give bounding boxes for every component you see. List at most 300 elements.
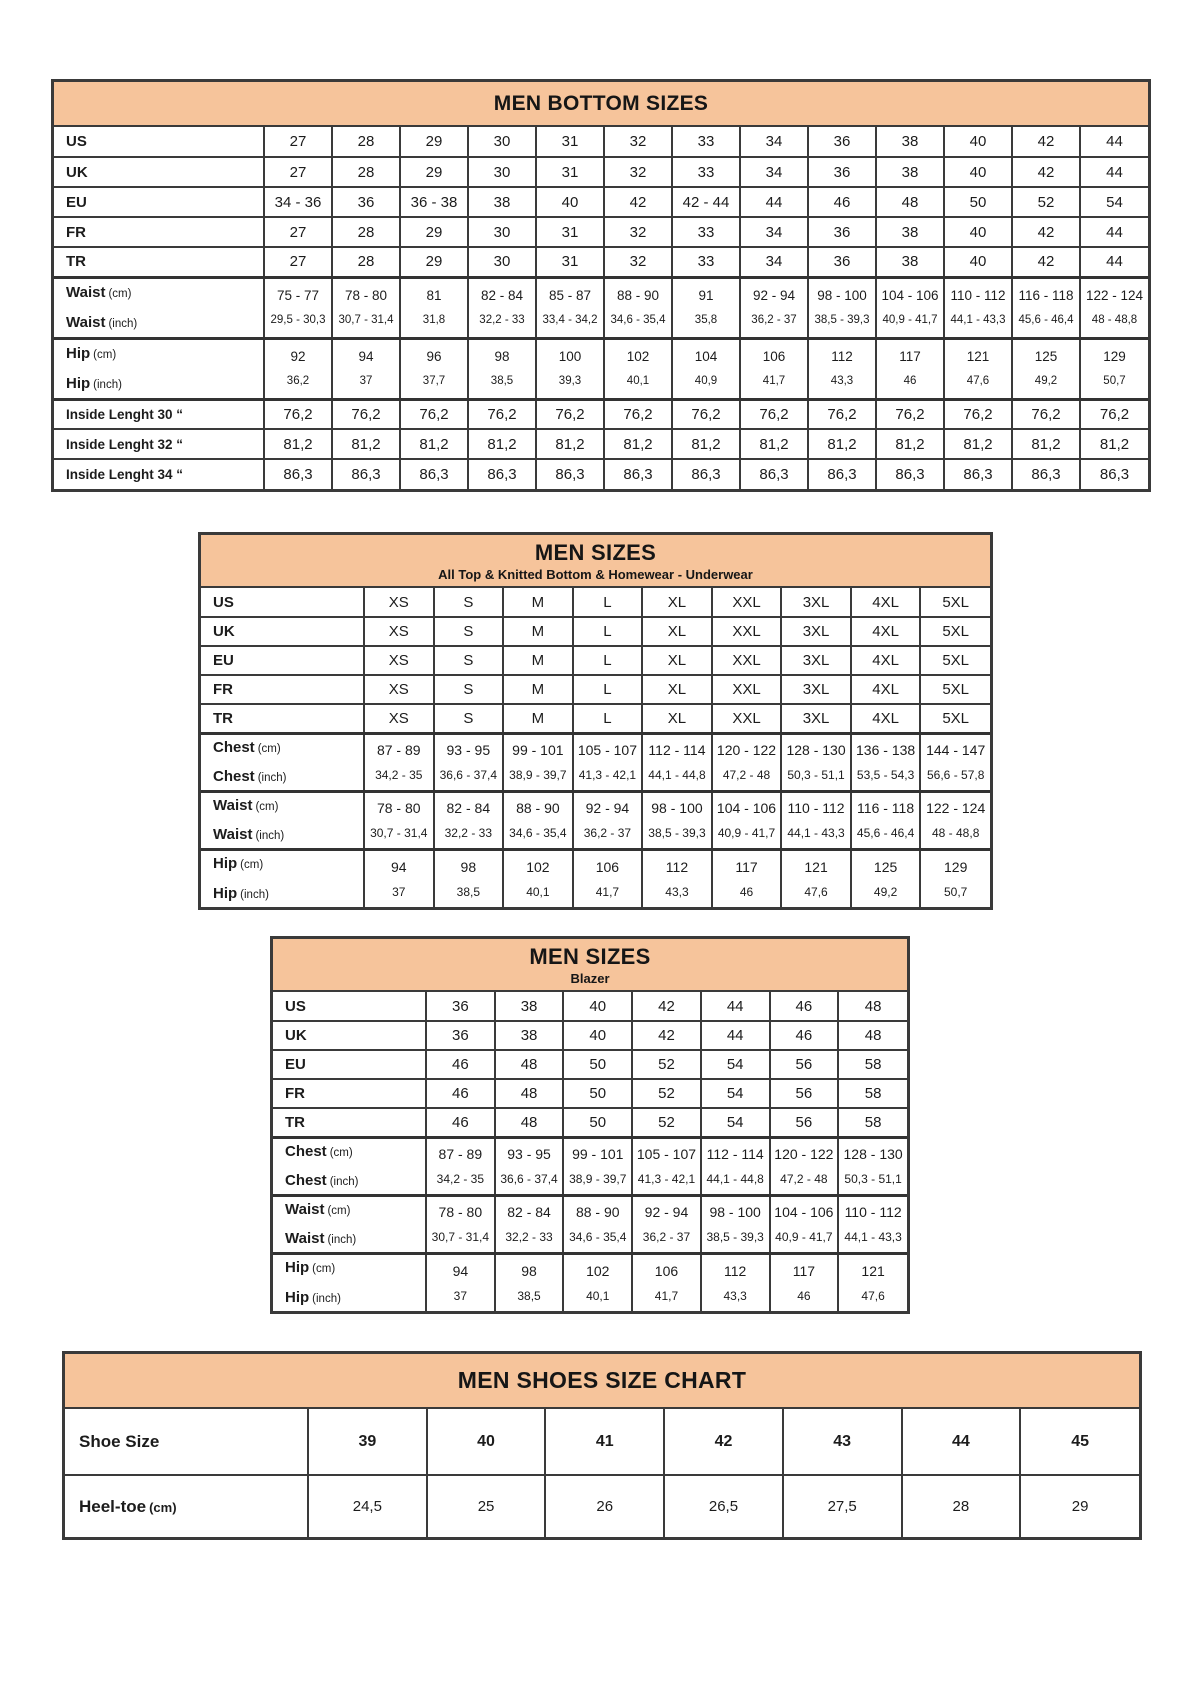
row-label	[273, 1050, 426, 1079]
size-cell: M	[503, 617, 573, 646]
row-label-text: TR	[213, 709, 233, 727]
size-cell	[536, 277, 604, 338]
size-cell	[712, 849, 782, 907]
size-cell: 38	[876, 217, 944, 247]
size-cell: 44	[701, 1021, 770, 1050]
row-label-text: Waist	[66, 284, 106, 301]
size-cell-inch: 34,2 - 35	[375, 768, 423, 782]
row-label-unit: (inch)	[108, 317, 138, 330]
size-cell: 26,5	[664, 1475, 783, 1537]
row-label-unit: (cm)	[257, 742, 281, 755]
size-cell: 40	[944, 127, 1012, 157]
table-row	[65, 1409, 1139, 1475]
size-cell	[604, 277, 672, 338]
size-cell: 27	[264, 247, 332, 277]
size-cell: 5XL	[920, 675, 990, 704]
size-cell-cm: 102	[586, 1262, 610, 1279]
row-label	[273, 1108, 426, 1137]
row-label	[54, 277, 264, 338]
size-cell: 48	[495, 1079, 564, 1108]
row-label-text: Inside Lenght 34 “	[66, 467, 184, 482]
size-cell: 38	[495, 992, 564, 1021]
size-cell-cm: 106	[595, 858, 620, 875]
size-cell: 52	[1012, 187, 1080, 217]
row-label-unit: (inch)	[255, 830, 285, 842]
table-row	[201, 733, 990, 791]
size-cell-cm: 98	[521, 1262, 537, 1279]
size-cell-inch: 36,2 - 37	[583, 826, 632, 840]
size-cell-inch: 40,1	[526, 884, 550, 899]
size-cell-inch: 30,7 - 31,4	[338, 313, 394, 326]
size-cell: 5XL	[920, 704, 990, 733]
size-cell: L	[573, 617, 643, 646]
size-cell	[642, 791, 712, 849]
size-cell	[920, 733, 990, 791]
size-cell: 36	[426, 992, 495, 1021]
size-cell: 86,3	[1012, 459, 1080, 489]
size-cell-cm: 112	[831, 349, 853, 364]
size-cell: 42	[1012, 127, 1080, 157]
row-label-text: Chest	[213, 768, 255, 785]
size-cell	[495, 1137, 564, 1195]
size-cell: 40	[427, 1409, 546, 1475]
size-cell: L	[573, 646, 643, 675]
row-label-text: UK	[285, 1027, 307, 1044]
size-cell-inch: 40,9 - 41,7	[882, 313, 938, 326]
row-label	[273, 992, 426, 1021]
row-label-line	[66, 376, 263, 392]
size-cell	[712, 791, 782, 849]
size-cell: S	[434, 675, 504, 704]
size-cell: XS	[364, 646, 434, 675]
size-cell: 36 - 38	[400, 187, 468, 217]
size-cell-inch: 29,5 - 30,3	[270, 313, 326, 326]
size-cell-cm: 87 - 89	[376, 742, 421, 758]
row-label	[54, 187, 264, 217]
size-cell-cm: 144 - 147	[926, 742, 986, 758]
size-cell-cm: 116 - 118	[857, 800, 915, 816]
size-cell: 44	[902, 1409, 1021, 1475]
row-label	[54, 338, 264, 399]
size-cell: 86,3	[332, 459, 400, 489]
table-row	[201, 646, 990, 675]
size-cell	[573, 733, 643, 791]
size-cell: 31	[536, 217, 604, 247]
row-label	[273, 1137, 426, 1195]
size-cell-inch: 36,6 - 37,4	[439, 768, 497, 782]
size-cell-cm: 106	[762, 349, 786, 364]
size-cell: 86,3	[808, 459, 876, 489]
size-cell: 81,2	[332, 429, 400, 459]
size-cell: XL	[642, 704, 712, 733]
size-cell-inch: 46	[797, 1288, 811, 1303]
size-cell: 27,5	[783, 1475, 902, 1537]
size-cell: 38	[495, 1021, 564, 1050]
size-cell	[400, 277, 468, 338]
row-label-text: Shoe Size	[79, 1431, 160, 1451]
size-cell: 54	[701, 1079, 770, 1108]
size-cell: L	[573, 675, 643, 704]
size-cell: 81,2	[264, 429, 332, 459]
size-cell: 32	[604, 247, 672, 277]
size-cell-inch: 46	[903, 374, 917, 387]
row-label-text: Chest	[285, 1172, 327, 1189]
size-cell-inch: 38,5	[456, 884, 480, 899]
row-label-text: US	[66, 133, 87, 150]
table-row	[54, 399, 1148, 429]
size-cell: 50	[563, 1108, 632, 1137]
size-cell	[808, 277, 876, 338]
row-label-text: Waist	[213, 826, 253, 843]
size-cell-cm: 112 - 114	[648, 742, 706, 758]
size-cell	[1080, 338, 1148, 399]
size-cell	[364, 733, 434, 791]
size-cell-inch: 46	[739, 884, 754, 899]
size-cell: XS	[364, 588, 434, 617]
row-label-text: US	[213, 593, 234, 611]
men-sizes-tops-table-grid	[201, 588, 990, 907]
size-cell	[495, 1253, 564, 1311]
row-label-text: EU	[66, 193, 87, 211]
size-cell	[1080, 277, 1148, 338]
table-row	[65, 1475, 1139, 1537]
row-label	[54, 459, 264, 489]
size-cell: 33	[672, 127, 740, 157]
size-cell: 42	[632, 1021, 701, 1050]
size-cell-inch: 30,7 - 31,4	[370, 826, 428, 840]
size-cell: 76,2	[536, 399, 604, 429]
row-label-text: TR	[66, 253, 86, 271]
size-cell-inch: 50,7	[944, 884, 968, 899]
size-cell: 54	[1080, 187, 1148, 217]
size-cell-inch: 43,3	[723, 1288, 747, 1303]
size-cell-inch: 49,2	[1034, 374, 1058, 387]
size-cell: 4XL	[851, 675, 921, 704]
size-cell: 46	[808, 187, 876, 217]
size-cell: 44	[1080, 127, 1148, 157]
size-cell: 31	[536, 157, 604, 187]
size-cell: 54	[701, 1108, 770, 1137]
size-cell	[364, 791, 434, 849]
size-cell: 48	[495, 1050, 564, 1079]
size-cell-inch: 37,7	[422, 374, 446, 387]
size-cell: 56	[770, 1079, 839, 1108]
size-cell-cm: 105 - 107	[577, 742, 637, 758]
size-cell: 44	[1080, 217, 1148, 247]
size-cell	[632, 1137, 701, 1195]
size-cell: 42	[664, 1409, 783, 1475]
row-label-text: Waist	[285, 1230, 325, 1247]
size-cell-cm: 98 - 100	[817, 288, 867, 303]
size-cell	[781, 791, 851, 849]
size-cell	[573, 791, 643, 849]
men-sizes-tops-table-header	[201, 535, 990, 588]
size-cell: 40	[563, 992, 632, 1021]
size-cell-cm: 117	[735, 858, 758, 875]
size-cell	[264, 277, 332, 338]
size-cell: 33	[672, 247, 740, 277]
row-label-unit: (inch)	[327, 1234, 357, 1246]
row-label-text: Chest	[285, 1142, 327, 1160]
row-label-unit: (cm)	[240, 859, 264, 872]
row-label-text: US	[285, 997, 306, 1015]
size-cell	[701, 1137, 770, 1195]
row-label-line	[66, 346, 263, 362]
size-cell: 28	[332, 217, 400, 247]
size-cell: 5XL	[920, 617, 990, 646]
size-cell: 32	[604, 217, 672, 247]
size-cell	[632, 1195, 701, 1253]
size-cell	[672, 338, 740, 399]
size-cell: 28	[332, 127, 400, 157]
size-cell	[264, 338, 332, 399]
size-cell: 81,2	[876, 429, 944, 459]
row-label-line	[213, 769, 363, 785]
size-cell	[503, 791, 573, 849]
size-cell: 34	[740, 247, 808, 277]
row-label	[273, 1021, 426, 1050]
size-cell	[332, 338, 400, 399]
size-cell-cm: 104	[694, 349, 718, 364]
table-row	[54, 187, 1148, 217]
size-cell	[920, 791, 990, 849]
row-label	[273, 1195, 426, 1253]
size-cell: 38	[876, 247, 944, 277]
size-cell: 76,2	[332, 399, 400, 429]
size-cell: 46	[770, 992, 839, 1021]
size-cell-cm: 96	[426, 349, 442, 364]
row-label-line	[213, 856, 363, 872]
size-cell-cm: 120 - 122	[774, 1146, 834, 1162]
size-cell-cm: 125	[873, 858, 898, 875]
table-row	[54, 217, 1148, 247]
size-cell-inch: 34,6 - 35,4	[569, 1230, 627, 1244]
size-cell: 86,3	[400, 459, 468, 489]
size-cell: XL	[642, 588, 712, 617]
row-label-unit: (cm)	[149, 1499, 177, 1515]
size-cell-cm: 78 - 80	[438, 1204, 483, 1220]
size-cell-inch: 49,2	[873, 884, 898, 899]
row-label-line	[213, 886, 363, 902]
table-title: MEN SIZES	[529, 943, 651, 969]
size-cell: 27	[264, 127, 332, 157]
size-cell	[468, 338, 536, 399]
size-cell-inch: 47,6	[966, 374, 990, 387]
size-cell: XS	[364, 675, 434, 704]
size-cell: 26	[545, 1475, 664, 1537]
row-label-text: EU	[285, 1056, 306, 1073]
size-cell	[1012, 338, 1080, 399]
size-cell: XXL	[712, 617, 782, 646]
size-cell-cm: 104 - 106	[774, 1204, 834, 1220]
size-cell-inch: 47,2 - 48	[780, 1172, 828, 1186]
size-cell-cm: 110 - 112	[950, 288, 1006, 303]
size-cell: 36	[808, 127, 876, 157]
men-shoes-size-chart-table	[62, 1351, 1142, 1540]
size-cell: XXL	[712, 588, 782, 617]
size-cell: M	[503, 704, 573, 733]
size-cell: 30	[468, 127, 536, 157]
size-cell: XS	[364, 617, 434, 646]
size-cell: L	[573, 704, 643, 733]
size-cell-cm: 121	[804, 858, 828, 875]
size-cell-inch: 33,4 - 34,2	[542, 313, 598, 326]
size-cell: 76,2	[264, 399, 332, 429]
size-cell-inch: 41,7	[595, 884, 620, 899]
size-cell: 3XL	[781, 704, 851, 733]
size-cell: 34	[740, 217, 808, 247]
row-label-line	[66, 315, 263, 331]
size-cell: 81,2	[1012, 429, 1080, 459]
table-title: MEN SHOES SIZE CHART	[457, 1367, 747, 1393]
size-cell: 52	[632, 1079, 701, 1108]
size-cell-cm: 112	[724, 1262, 747, 1279]
table-row	[273, 1195, 907, 1253]
size-cell: 41	[545, 1409, 664, 1475]
size-cell	[632, 1253, 701, 1311]
table-row	[54, 157, 1148, 187]
men-shoes-size-chart-table-grid	[65, 1409, 1139, 1537]
size-cell: 5XL	[920, 588, 990, 617]
size-cell-inch: 44,1 - 44,8	[648, 768, 706, 782]
size-cell-cm: 85 - 87	[548, 288, 592, 303]
size-cell: 81,2	[604, 429, 672, 459]
size-cell: M	[503, 675, 573, 704]
size-cell-cm: 93 - 95	[507, 1146, 551, 1162]
size-cell-inch: 53,5 - 54,3	[856, 768, 915, 782]
size-cell: 44	[740, 187, 808, 217]
size-cell	[563, 1137, 632, 1195]
size-cell-cm: 92	[290, 349, 306, 364]
size-cell-cm: 82 - 84	[507, 1204, 551, 1220]
size-cell: 46	[426, 1050, 495, 1079]
size-cell: XXL	[712, 704, 782, 733]
men-bottom-sizes-table-header	[54, 82, 1148, 127]
row-label	[65, 1409, 308, 1475]
size-cell-inch: 44,1 - 43,3	[844, 1230, 902, 1244]
row-label-text: UK	[213, 623, 235, 640]
size-cell	[770, 1195, 839, 1253]
size-cell-cm: 120 - 122	[716, 742, 777, 758]
size-cell: 76,2	[808, 399, 876, 429]
size-cell: 42	[632, 992, 701, 1021]
size-cell: 86,3	[604, 459, 672, 489]
size-cell: 4XL	[851, 588, 921, 617]
size-cell	[426, 1195, 495, 1253]
size-cell-inch: 32,2 - 33	[444, 826, 492, 840]
size-cell	[400, 338, 468, 399]
size-cell	[740, 338, 808, 399]
size-cell-inch: 48 - 48,8	[1091, 313, 1138, 326]
size-cell: XL	[642, 617, 712, 646]
table-row	[273, 1079, 907, 1108]
size-cell	[770, 1253, 839, 1311]
size-cell-cm: 122 - 124	[1085, 288, 1144, 303]
men-shoes-size-chart-table-header	[65, 1354, 1139, 1409]
table-title: MEN BOTTOM SIZES	[493, 91, 709, 115]
size-cell: XL	[642, 675, 712, 704]
table-subtitle: Blazer	[570, 970, 610, 986]
size-cell-inch: 38,5 - 39,3	[814, 313, 870, 326]
size-cell: 44	[1080, 247, 1148, 277]
size-cell: 30	[468, 157, 536, 187]
size-cell-inch: 37	[359, 374, 373, 387]
size-cell: 86,3	[468, 459, 536, 489]
size-cell: L	[573, 588, 643, 617]
size-cell-inch: 38,9 - 39,7	[509, 768, 567, 782]
row-label	[201, 646, 364, 675]
row-label	[201, 617, 364, 646]
size-cell	[536, 338, 604, 399]
size-cell: 29	[1020, 1475, 1139, 1537]
size-cell-inch: 43,3	[830, 374, 854, 387]
size-cell: 27	[264, 157, 332, 187]
size-cell	[642, 849, 712, 907]
size-cell: 52	[632, 1050, 701, 1079]
size-cell: 76,2	[468, 399, 536, 429]
size-cell: 50	[944, 187, 1012, 217]
size-cell: XL	[642, 646, 712, 675]
row-label-line	[285, 1202, 425, 1218]
size-cell-cm: 122 - 124	[926, 800, 986, 816]
size-cell-inch: 45,6 - 46,4	[1018, 313, 1074, 326]
size-cell: S	[434, 646, 504, 675]
size-cell	[434, 791, 504, 849]
size-cell-cm: 129	[1103, 349, 1126, 364]
table-title: MEN SIZES	[534, 539, 657, 565]
size-cell-cm: 121	[966, 349, 990, 364]
size-cell-inch: 32,2 - 33	[505, 1230, 553, 1244]
size-cell: 29	[400, 157, 468, 187]
row-label-text: FR	[213, 681, 233, 698]
row-label-unit: (cm)	[93, 349, 117, 361]
size-cell-cm: 100	[558, 349, 582, 364]
size-cell-cm: 110 - 112	[787, 800, 845, 816]
size-cell: XXL	[712, 675, 782, 704]
size-cell-cm: 106	[654, 1262, 679, 1279]
size-cell-cm: 88 - 90	[516, 800, 560, 816]
size-cell	[364, 849, 434, 907]
size-cell-inch: 38,5	[517, 1288, 541, 1303]
size-cell: 3XL	[781, 675, 851, 704]
size-cell-inch: 48 - 48,8	[932, 826, 980, 840]
size-cell: 38	[468, 187, 536, 217]
row-label	[54, 429, 264, 459]
size-cell: 36	[808, 157, 876, 187]
size-cell: 81,2	[400, 429, 468, 459]
size-cell-cm: 105 - 107	[636, 1146, 697, 1162]
size-cell: 29	[400, 217, 468, 247]
size-cell: 46	[770, 1021, 839, 1050]
table-row	[201, 849, 990, 907]
row-label-text: Inside Lenght 32 “	[66, 436, 184, 452]
size-cell: 52	[632, 1108, 701, 1137]
size-cell: 86,3	[672, 459, 740, 489]
size-cell-inch: 38,5	[490, 374, 514, 387]
size-cell: 50	[563, 1050, 632, 1079]
row-label-unit: (cm)	[327, 1204, 351, 1217]
size-cell	[944, 277, 1012, 338]
row-label	[201, 849, 364, 907]
size-cell-inch: 40,9	[694, 374, 718, 387]
row-label-text: UK	[66, 163, 88, 181]
size-cell-inch: 34,6 - 35,4	[610, 313, 666, 326]
size-cell: 5XL	[920, 646, 990, 675]
table-row	[273, 1021, 907, 1050]
size-cell: 24,5	[308, 1475, 427, 1537]
size-cell-inch: 39,3	[558, 374, 582, 387]
size-cell-inch: 37	[392, 884, 406, 899]
